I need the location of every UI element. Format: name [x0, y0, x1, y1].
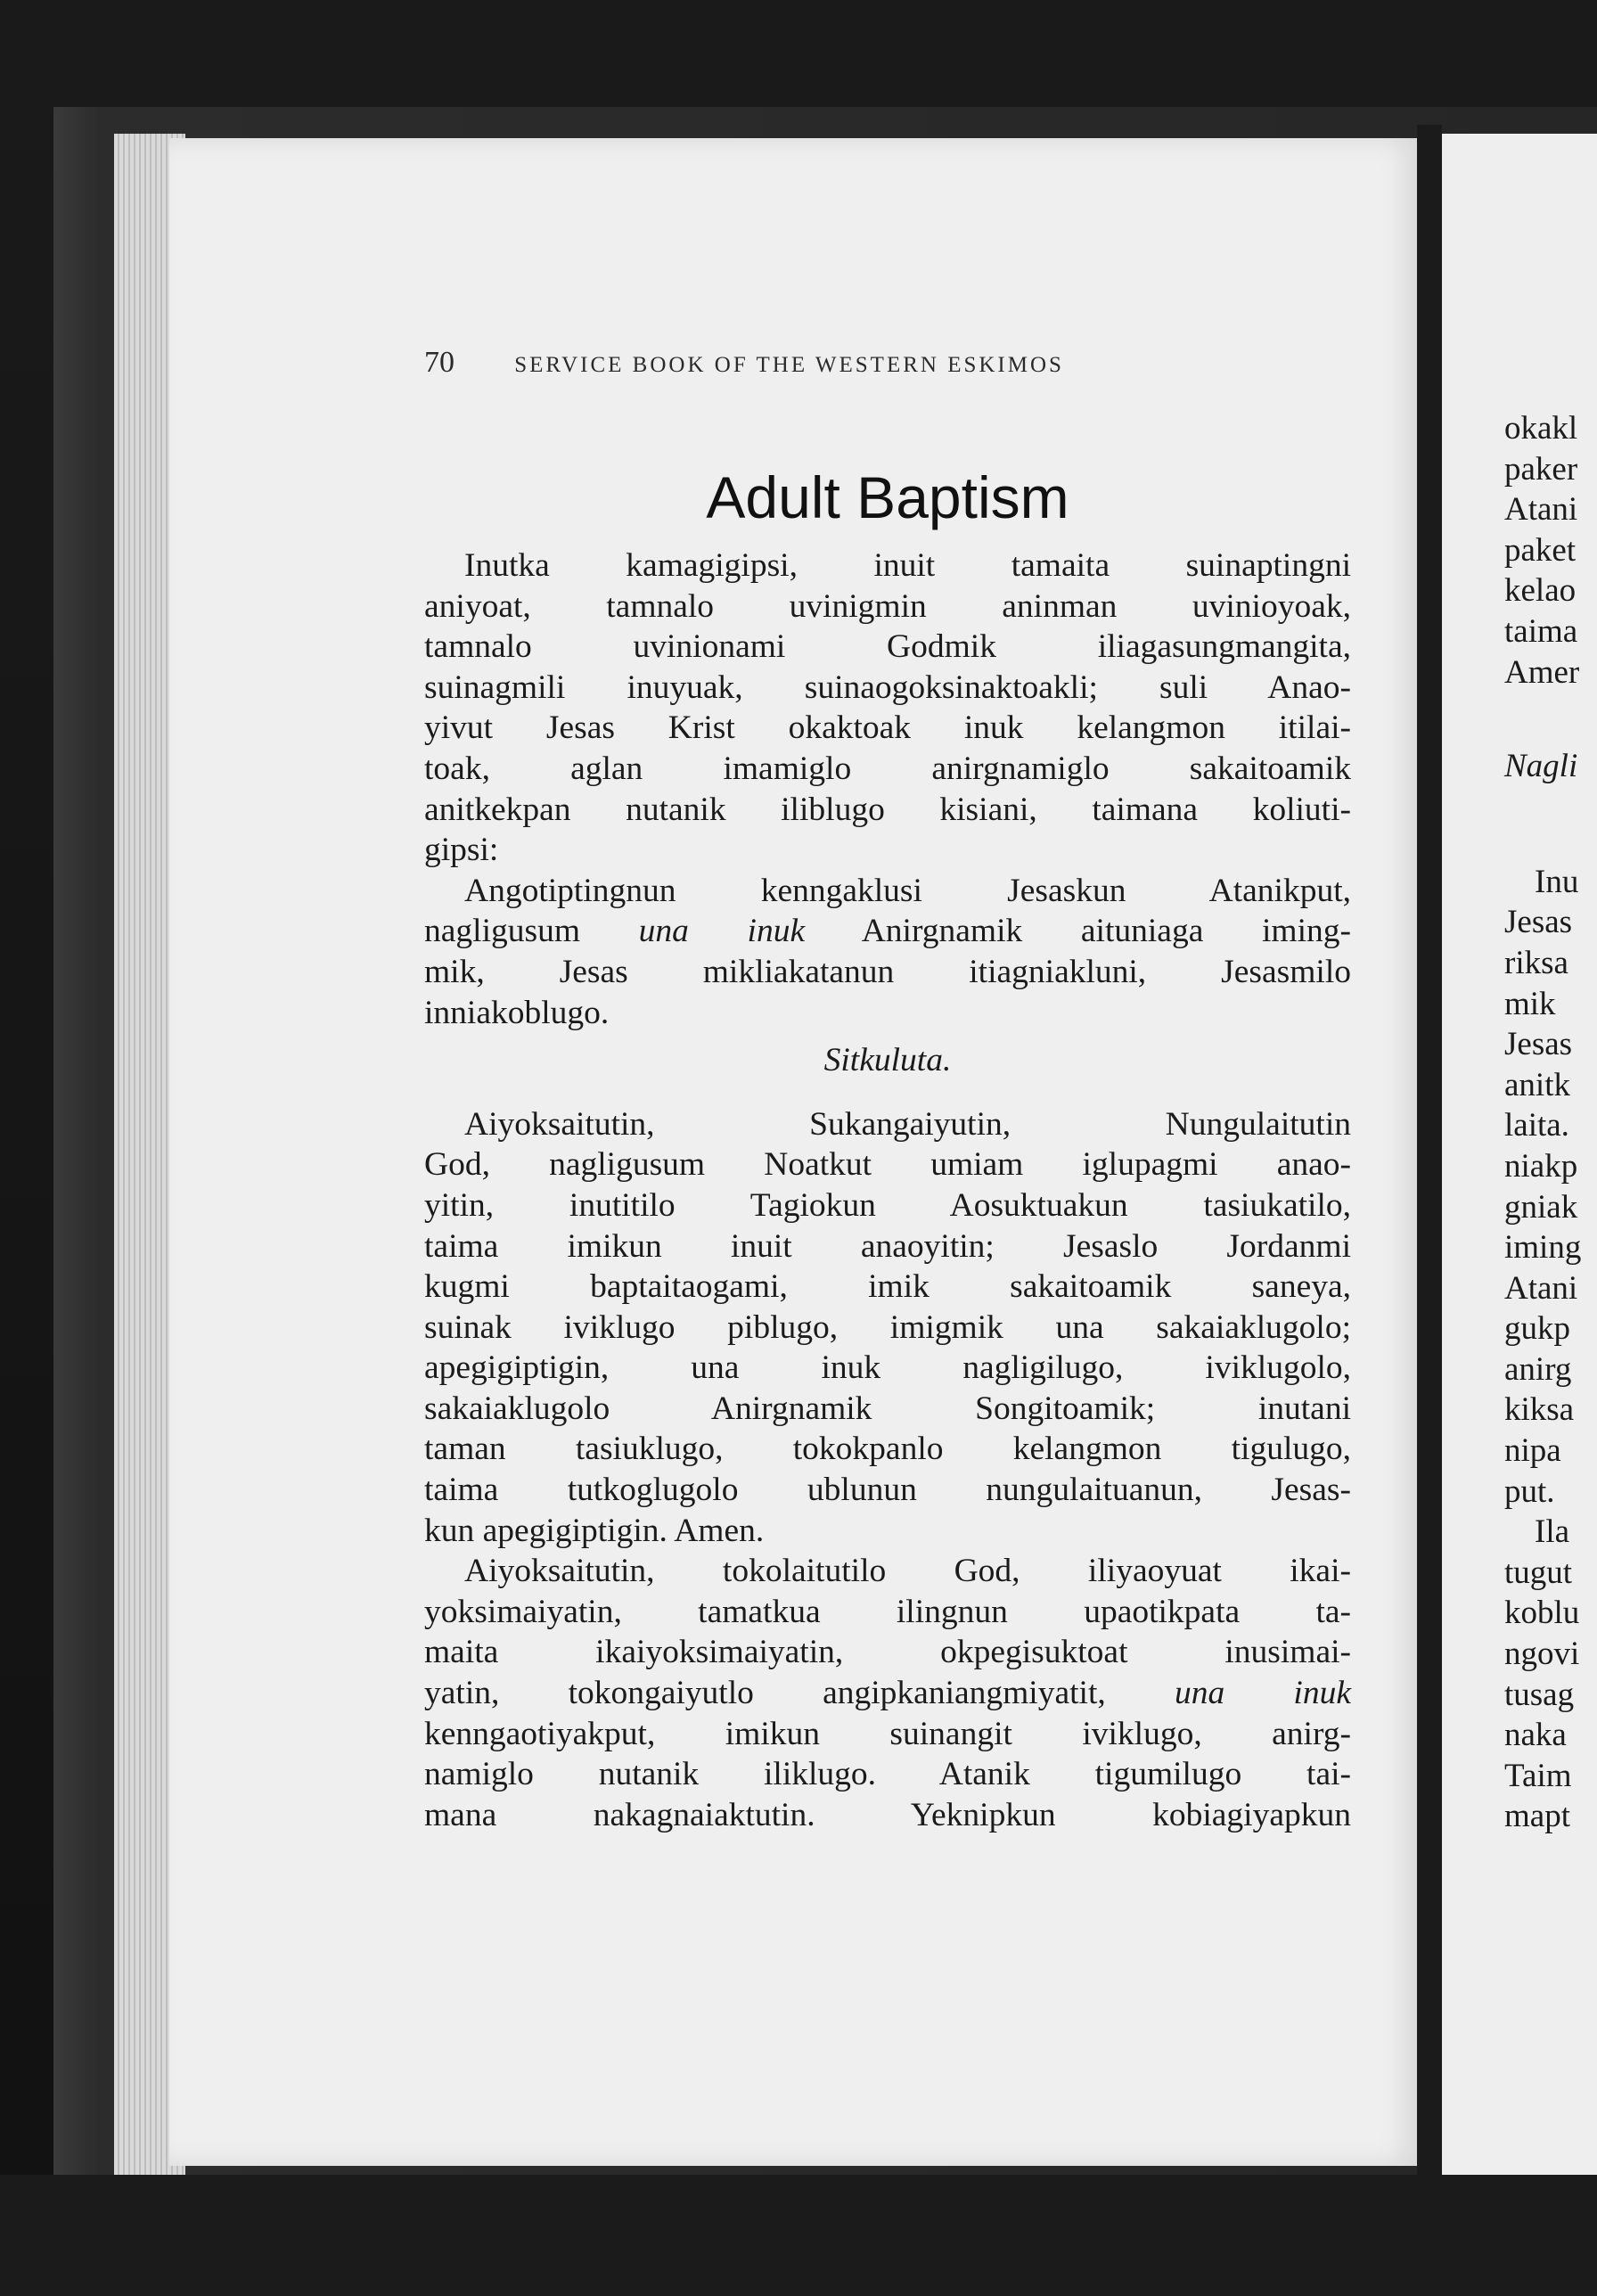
right-line: paker	[1504, 450, 1578, 488]
right-line: taima	[1504, 612, 1578, 650]
paragraph-line: kun apegigiptigin. Amen.	[424, 1512, 765, 1549]
text-run: nagligusum	[424, 913, 639, 950]
paragraph-line: Angotiptingnun kenngaklusi Jesaskun Atanikput,	[464, 872, 1351, 909]
spacer	[1504, 787, 1597, 862]
running-head	[424, 346, 1315, 380]
right-line: paket	[1504, 531, 1577, 569]
right-line: Ila	[1535, 1513, 1570, 1551]
left-page-text	[424, 545, 1351, 1835]
running-head-title: SERVICE BOOK OF THE WESTERN ESKIMOS	[514, 353, 1064, 377]
right-line: mik	[1504, 985, 1556, 1022]
paragraph-line: mik, Jesas mikliakatanun itiagniakluni, Jesasmilo	[424, 953, 1351, 990]
italic-text: una inuk	[638, 913, 806, 950]
paragraph-line: Aiyoksaitutin, tokolaitutilo God, iliyaoyuat ikai-	[464, 1553, 1351, 1590]
section-heading: Adult Baptism	[706, 464, 1069, 530]
text-run: yatin, tokongaiyutlo angipkaniangmiyatit,	[424, 1675, 1175, 1712]
paragraph-line: suinak iviklugo piblugo, imigmik una sakaiaklugolo;	[424, 1308, 1351, 1346]
right-line: gukp	[1504, 1310, 1570, 1348]
right-line: Jesas	[1504, 904, 1573, 941]
paragraph-line: taima imikun inuit anaoyitin; Jesaslo Jordanmi	[424, 1227, 1351, 1265]
right-line: Taim	[1504, 1757, 1572, 1794]
right-line: ngovi	[1504, 1636, 1580, 1673]
paragraph-line: maita ikaiyoksimaiyatin, okpegisuktoat inusimai-	[424, 1634, 1351, 1671]
right-line: tusag	[1504, 1676, 1575, 1713]
right-italic-line	[1504, 746, 1597, 787]
italic-text: una inuk	[1174, 1675, 1351, 1712]
paragraph-line: Inutka kamagigipsi, inuit tamaita suinaptingni	[464, 547, 1351, 584]
right-line: mapt	[1504, 1798, 1570, 1835]
right-line: niakp	[1504, 1147, 1578, 1185]
right-line: Jesas	[1504, 1026, 1573, 1063]
paragraph-line: mana nakagnaiaktutin. Yeknipkun kobiagiyapkun	[424, 1796, 1351, 1833]
right-line: tugut	[1504, 1554, 1573, 1591]
right-line: anirg	[1504, 1350, 1572, 1388]
paragraph-line: suinagmili inuyuak, suinaogoksinaktoakli; suli Anao-	[424, 668, 1351, 706]
bottom-shadow	[0, 2175, 1597, 2296]
paragraph-line: anitkekpan nutanik iliblugo kisiani, taimana koliuti-	[424, 791, 1351, 828]
right-line: Atani	[1504, 491, 1578, 529]
paragraph-line: gipsi:	[424, 832, 499, 869]
paragraph-line: apegigiptigin, una inuk nagligilugo, iviklugolo,	[424, 1349, 1351, 1387]
right-line: Inu	[1535, 863, 1579, 900]
right-line: okakl	[1504, 410, 1578, 447]
right-line: naka	[1504, 1717, 1567, 1754]
right-line: iming	[1504, 1229, 1582, 1267]
right-page-text	[1504, 408, 1597, 1837]
book-gutter	[1417, 125, 1442, 2193]
right-line: kiksa	[1504, 1391, 1575, 1429]
right-line: put.	[1504, 1472, 1555, 1510]
paragraph-line: God, nagligusum Noatkut umiam iglupagmi anao-	[424, 1146, 1351, 1184]
paragraph-line: toak, aglan imamiglo anirgnamiglo sakaitoamik	[424, 750, 1351, 787]
paragraph-line: namiglo nutanik iliklugo. Atanik tigumilugo tai-	[424, 1756, 1351, 1793]
paragraph-line: taman tasiuklugo, tokokpanlo kelangmon tigulugo,	[424, 1431, 1351, 1468]
right-line: kelao	[1504, 572, 1577, 610]
paragraph-line: yoksimaiyatin, tamatkua ilingnun upaotikpata ta-	[424, 1593, 1351, 1630]
paragraph-line	[424, 1673, 1351, 1714]
paragraph-line: aniyoat, tamnalo uvinigmin aninman uvinioyoak,	[424, 587, 1351, 625]
italic-text: Nagli	[1504, 748, 1578, 785]
right-line: gniak	[1504, 1188, 1578, 1226]
paragraph-line: tamnalo uvinionami Godmik iliagasungmangita,	[424, 628, 1351, 666]
text-run: Anirgnamik aituniaga iming-	[805, 913, 1351, 950]
right-line: nipa	[1504, 1432, 1561, 1470]
right-line: anitk	[1504, 1066, 1570, 1103]
right-line: Atani	[1504, 1269, 1578, 1307]
paragraph-line: sakaiaklugolo Anirgnamik Songitoamik; inutani	[424, 1390, 1351, 1427]
paragraph-line: Aiyoksaitutin, Sukangaiyutin, Nungulaitutin	[464, 1105, 1351, 1143]
paragraph-line: kenngaotiyakput, imikun suinangit iviklugo, anirg-	[424, 1715, 1351, 1752]
paragraph-line: taima tutkoglugolo ublunun nungulaituanun, Jesas-	[424, 1472, 1351, 1509]
right-line: laita.	[1504, 1107, 1569, 1144]
paragraph-line: inniakoblugo.	[424, 994, 610, 1031]
paragraph-line: yitin, inutitilo Tagiokun Aosuktuakun tasiukatilo,	[424, 1186, 1351, 1224]
right-line: koblu	[1504, 1595, 1580, 1632]
spacer	[1504, 693, 1597, 746]
sub-heading: Sitkuluta.	[823, 1042, 952, 1079]
right-line: Amer	[1504, 653, 1580, 691]
right-line: riksa	[1504, 944, 1568, 981]
paragraph-line: kugmi baptaitaogami, imik sakaitoamik saneya,	[424, 1268, 1351, 1306]
paragraph-line: yivut Jesas Krist okaktoak inuk kelangmon itilai-	[424, 709, 1351, 747]
page-number: 70	[424, 346, 455, 379]
paragraph-line	[424, 911, 1351, 952]
